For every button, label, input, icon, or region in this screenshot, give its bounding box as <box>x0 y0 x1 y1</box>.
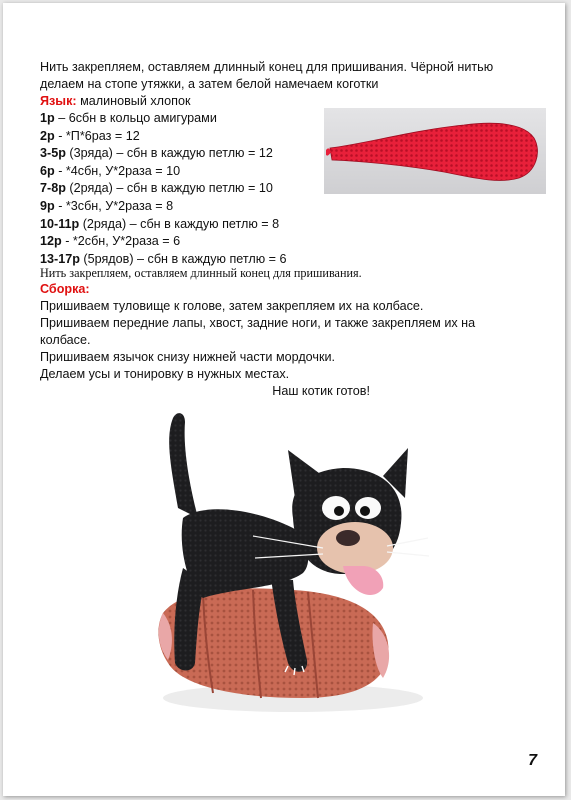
assembly-line: Пришиваем туловище к голове, затем закрепляем их на колбасе. <box>40 299 424 313</box>
intro-line-1: Нить закрепляем, оставляем длинный конец для пришивания. Чёрной нитью <box>40 60 494 74</box>
pattern-row <box>40 233 287 251</box>
page-number: 7 <box>528 752 537 769</box>
assembly-line: Пришиваем язычок снизу нижней части мордочки. <box>40 350 336 364</box>
row-number: 6р <box>40 163 55 178</box>
row-number: 12р <box>40 234 62 249</box>
pattern-row <box>40 145 287 163</box>
document-page <box>3 3 565 796</box>
tongue-label: Язык: <box>40 94 77 108</box>
tongue-photo <box>324 108 546 194</box>
row-number: 2р <box>40 128 55 143</box>
assembly-line: Пришиваем передние лапы, хвост, задние ноги, и также закрепляем их на колбасе. <box>40 316 476 347</box>
row-text: (2ряда) – сбн в каждую петлю = 8 <box>79 216 280 231</box>
row-text: - *4сбн, У*2раза = 10 <box>54 163 181 178</box>
row-number: 9р <box>40 198 55 213</box>
pattern-row <box>40 180 287 198</box>
assembly-label: Сборка: <box>40 282 90 296</box>
done-text: Наш котик готов! <box>272 384 370 398</box>
intro-paragraph <box>40 59 520 110</box>
pattern-row <box>40 128 287 146</box>
pattern-row <box>40 110 287 128</box>
assembly-section <box>40 281 510 400</box>
row-number: 1р <box>40 111 55 125</box>
row-text: - *2сбн, У*2раза = 6 <box>61 234 181 249</box>
row-text: (5рядов) – сбн в каждую петлю = 6 <box>79 251 287 266</box>
row-text: – 6сбн в кольцо амигурами <box>54 111 217 125</box>
tongue-rows <box>40 110 287 268</box>
intro-line-2: делаем на стопе утяжки, а затем белой намечаем коготки <box>40 77 379 91</box>
pattern-row <box>40 216 287 234</box>
cat-photo <box>143 398 433 728</box>
pattern-row <box>40 163 287 181</box>
row-text: (2ряда) – сбн в каждую петлю = 10 <box>65 181 273 196</box>
row-number: 13-17р <box>40 251 80 266</box>
assembly-line: Делаем усы и тонировку в нужных местах. <box>40 367 290 381</box>
row-text: (3ряда) – сбн в каждую петлю = 12 <box>65 146 273 161</box>
row-text: - *3сбн, У*2раза = 8 <box>54 198 174 213</box>
tongue-material: малиновый хлопок <box>76 94 191 108</box>
row-text: - *П*6раз = 12 <box>54 128 140 143</box>
row-number: 10-11р <box>40 216 80 231</box>
row-number: 7-8р <box>40 181 66 196</box>
note-text: Нить закрепляем, оставляем длинный конец для пришивания. <box>40 266 362 280</box>
pattern-row <box>40 198 287 216</box>
row-number: 3-5р <box>40 146 66 161</box>
